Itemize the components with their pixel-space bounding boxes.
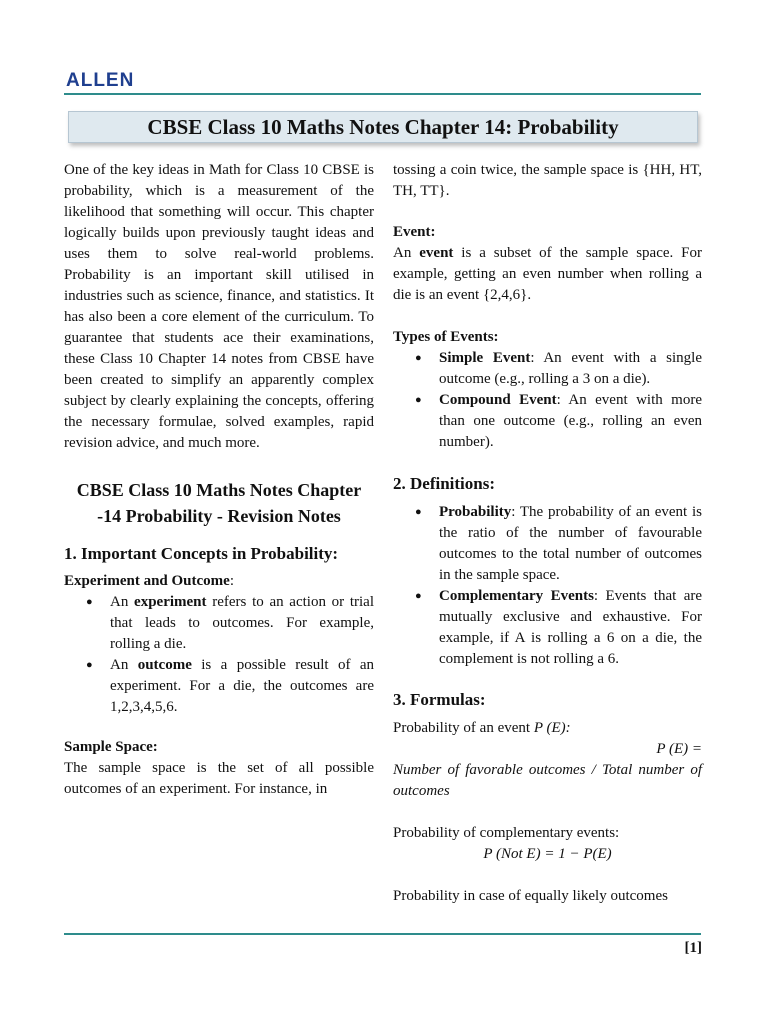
event-paragraph: An event is a subset of the sample space. For example, getting an even number when rolling a die is an event {2,4,6}.: [393, 245, 702, 303]
right-column: [393, 160, 702, 907]
formula-1-rhs: Number of favorable outcomes / Total number of outcomes: [393, 762, 702, 799]
sample-space-paragraph: The sample space is the set of all possible outcomes of an experiment. For instance, in: [64, 760, 374, 797]
sample-space-heading: Sample Space:: [64, 739, 158, 755]
experiment-heading: Experiment and Outcome:: [64, 573, 234, 589]
list-item: ● Probability: The probability of an event is the ratio of the number of favourable outcomes to the total number of outcomes in the sample space.: [393, 502, 702, 586]
list-item: ● An experiment refers to an action or trial that leads to outcomes. For example, rolling a die.: [64, 592, 374, 655]
left-column: [64, 160, 374, 800]
types-heading: Types of Events:: [393, 329, 499, 345]
list-item: ● Compound Event: An event with more than one outcome (e.g., rolling an even number).: [393, 390, 702, 453]
definitions-heading: 2. Definitions:: [393, 474, 495, 493]
experiment-list: [64, 592, 374, 718]
concepts-heading: 1. Important Concepts in Probability:: [64, 544, 339, 563]
formula-3-label: Probability in case of equally likely outcomes: [393, 888, 668, 904]
types-list: [393, 348, 702, 453]
definitions-list: [393, 502, 702, 670]
document-title: CBSE Class 10 Maths Notes Chapter 14: Probability: [68, 111, 698, 143]
event-heading: Event:: [393, 224, 436, 240]
list-item: ● An outcome is a possible result of an experiment. For a die, the outcomes are 1,2,3,4,5,6.: [64, 655, 374, 718]
page-number: [1]: [684, 940, 702, 956]
formula-2: P (Not E) = 1 − P(E): [483, 846, 612, 862]
sample-space-continued: tossing a coin twice, the sample space is {HH, HT, TH, TT}.: [393, 162, 702, 199]
formulas-heading: 3. Formulas:: [393, 690, 486, 709]
section-title: CBSE Class 10 Maths Notes Chapter -14 Probability - Revision Notes: [76, 480, 362, 526]
intro-paragraph: One of the key ideas in Math for Class 10 CBSE is probability, which is a measurement of the likelihood that something will occur. This chapter logically builds upon previously taught ideas and uses them to solve real-world problems. Probability is an important skill utilised in industries such as science, finance, and statistics. It has also been a core element of the curriculum. To guarantee that students ace their examinations, these Class 10 Chapter 14 notes from CBSE have been created to simplify an apparently complex subject by clearly explaining the concepts, offering the necessary formulae, solved examples, rapid revision advice, and much more.: [64, 162, 374, 451]
list-item: ● Complementary Events: Events that are mutually exclusive and exhaustive. For example, if A is rolling a 6 on a die, the complement is not rolling a 6.: [393, 586, 702, 670]
header-rule: [64, 93, 701, 95]
formula-1-lhs: P (E) =: [656, 741, 702, 757]
footer-rule: [64, 933, 701, 935]
allen-logo: ALLEN: [66, 70, 135, 91]
formula-2-label: Probability of complementary events:: [393, 825, 620, 841]
formula-1-label: Probability of an event P (E):: [393, 720, 571, 736]
list-item: ● Simple Event: An event with a single outcome (e.g., rolling a 3 on a die).: [393, 348, 702, 390]
